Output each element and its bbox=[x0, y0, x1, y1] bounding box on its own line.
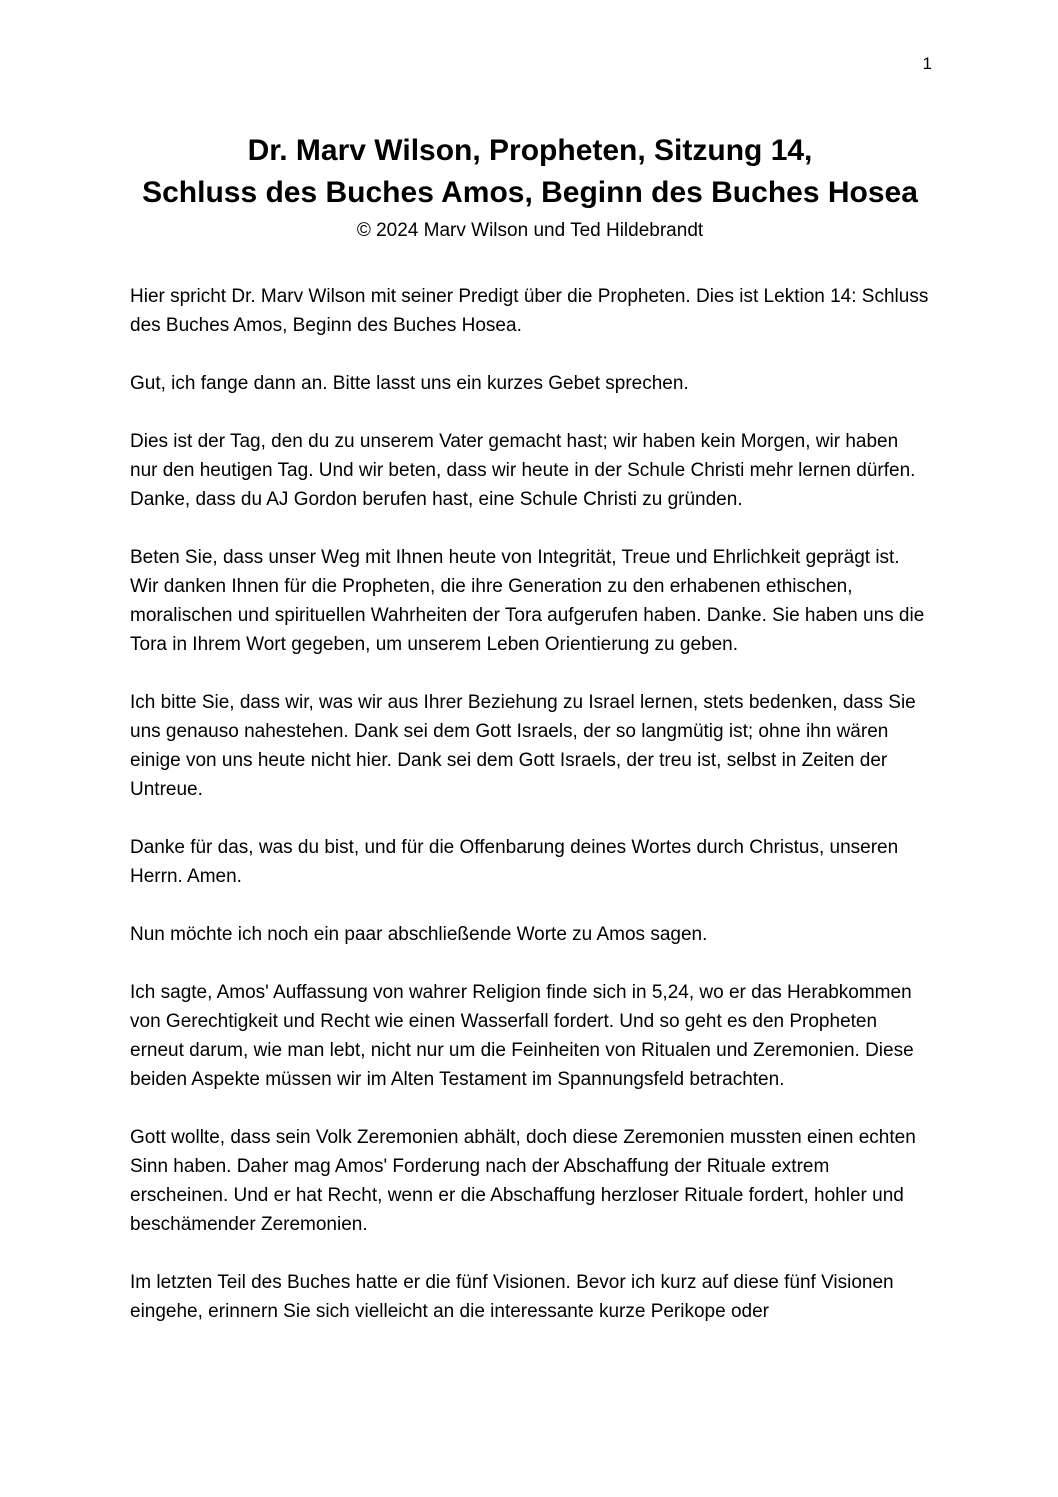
document-title bbox=[130, 130, 930, 214]
paragraph: Nun möchte ich noch ein paar abschließende Worte zu Amos sagen. bbox=[130, 924, 708, 945]
paragraph: Danke für das, was du bist, und für die Offenbarung deines Wortes durch Christus, unseren Herrn. Amen. bbox=[130, 837, 899, 887]
paragraph: Hier spricht Dr. Marv Wilson mit seiner Predigt über die Propheten. Dies ist Lektion 14: Schluss des Buches Amos, Beginn des Buches Hosea. bbox=[130, 286, 929, 336]
page-number: 1 bbox=[922, 54, 932, 73]
paragraph: Beten Sie, dass unser Weg mit Ihnen heute von Integrität, Treue und Ehrlichkeit geprägt ist. Wir danken Ihnen für die Propheten, die ihre Generation zu den erhabenen ethischen, moralischen und spirituellen Wahrheiten der Tora aufgerufen haben. Danke. Sie haben uns die Tora in Ihrem Wort gegeben, um unserem Leben Orientierung zu geben. bbox=[130, 547, 925, 655]
paragraph: Ich sagte, Amos' Auffassung von wahrer Religion finde sich in 5,24, wo er das Herabkommen von Gerechtigkeit und Recht wie einen Wasserfall fordert. Und so geht es den Propheten erneut darum, wie man lebt, nicht nur um die Feinheiten von Ritualen und Zeremonien. Diese beiden Aspekte müssen wir im Alten Testament im Spannungsfeld betrachten. bbox=[130, 982, 914, 1090]
paragraph: Gut, ich fange dann an. Bitte lasst uns ein kurzes Gebet sprechen. bbox=[130, 373, 689, 394]
paragraph: Ich bitte Sie, dass wir, was wir aus Ihrer Beziehung zu Israel lernen, stets bedenken, dass Sie uns genauso nahestehen. Dank sei dem Gott Israels, der so langmütig ist; ohne ihn wären einige von uns heute nicht hier. Dank sei dem Gott Israels, der treu ist, selbst in Zeiten der Untreue. bbox=[130, 692, 916, 800]
document-title-line-2: Schluss des Buches Amos, Beginn des Buches Hosea bbox=[142, 176, 918, 209]
copyright-line: © 2024 Marv Wilson und Ted Hildebrandt bbox=[356, 220, 704, 241]
paragraph: Im letzten Teil des Buches hatte er die fünf Visionen. Bevor ich kurz auf diese fünf Visionen eingehe, erinnern Sie sich vielleicht an die interessante kurze Perikope oder bbox=[130, 1272, 894, 1322]
document-body bbox=[130, 282, 930, 1326]
paragraph: Dies ist der Tag, den du zu unserem Vater gemacht hast; wir haben kein Morgen, wir haben nur den heutigen Tag. Und wir beten, dass wir heute in der Schule Christi mehr lernen dürfen. Danke, dass du AJ Gordon berufen hast, eine Schule Christi zu gründen. bbox=[130, 431, 916, 510]
document-title-line-1: Dr. Marv Wilson, Propheten, Sitzung 14, bbox=[247, 134, 813, 167]
paragraph: Gott wollte, dass sein Volk Zeremonien abhält, doch diese Zeremonien mussten einen echten Sinn haben. Daher mag Amos' Forderung nach der Abschaffung der Rituale extrem erscheinen. Und er hat Recht, wenn er die Abschaffung herzloser Rituale fordert, hohler und beschämender Zeremonien. bbox=[130, 1127, 916, 1235]
